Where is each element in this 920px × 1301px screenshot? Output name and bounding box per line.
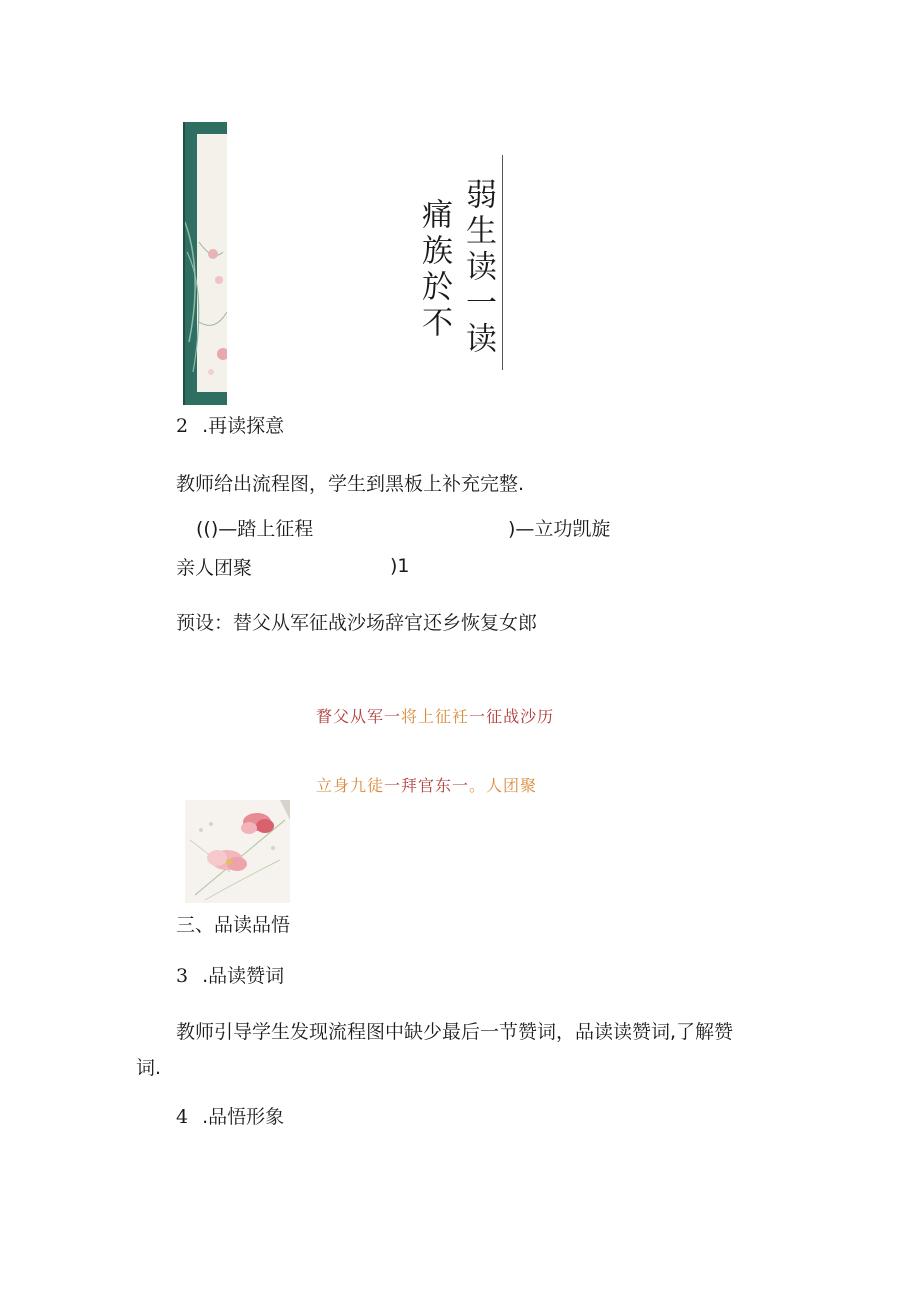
flow-arrow: 一 <box>384 707 402 726</box>
poem-column-right: 弱生读一读 <box>460 178 496 358</box>
section-number: 2 <box>176 415 189 437</box>
flow-blank-line2-left: 亲人团聚 <box>176 557 253 579</box>
flow-node: 。人团聚 <box>469 776 538 795</box>
section-2-heading <box>176 414 284 439</box>
flow-blank-line1-left: (()—踏上征程 <box>196 518 314 540</box>
flow-node: 征战沙历 <box>486 707 555 726</box>
flowchart-row-2 <box>316 773 537 796</box>
flow-blank-line2-right: )1 <box>390 555 410 577</box>
body-text-line-2: 词. <box>136 1057 162 1079</box>
flow-arrow: 一 <box>469 707 487 726</box>
flow-node: 瞀父从军 <box>316 707 385 726</box>
flow-blank-line1-right: )—立功凯旋 <box>508 518 611 540</box>
section-title: .再读探意 <box>202 415 285 437</box>
poem-column-left: 痛族於不 <box>416 198 452 342</box>
section-4-heading <box>176 1105 284 1130</box>
section-title: .品悟形象 <box>202 1106 285 1128</box>
flow-arrow: 一 <box>384 776 402 795</box>
flow-node: 拜官东一 <box>401 776 470 795</box>
preset-text: 预设：替父从军征战沙场辞官还乡恢复女郎 <box>176 612 538 634</box>
instruction-text: 教师给出流程图，学生到黑板上补充完整. <box>176 473 525 495</box>
decorative-slide-strip <box>183 122 227 405</box>
pink-flower-image <box>185 800 290 903</box>
teal-floral-frame-image <box>183 122 227 405</box>
section-title: .品读赞词 <box>202 965 285 987</box>
flower-decoration <box>185 800 290 903</box>
flowchart-row-1 <box>316 704 554 727</box>
poem-divider-line <box>502 155 503 370</box>
section-3-1-heading <box>176 964 284 989</box>
flow-node: 将上征衽 <box>401 707 470 726</box>
body-text-line-1: 教师引导学生发现流程图中缺少最后一节赞词，品读读赞词,了解赞 <box>176 1021 734 1043</box>
section-number: 4 <box>176 1106 189 1128</box>
section-3-heading: 三、品读品悟 <box>176 914 291 936</box>
section-number: 3 <box>176 965 189 987</box>
flow-node: 立身九徒 <box>316 776 385 795</box>
